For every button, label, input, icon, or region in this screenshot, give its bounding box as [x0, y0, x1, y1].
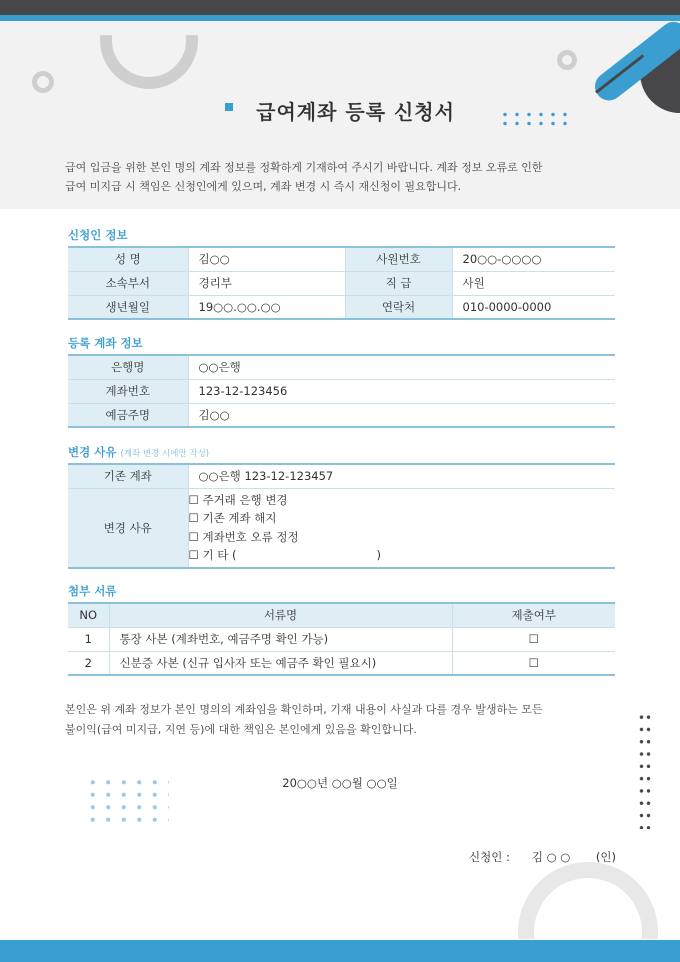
- header-document: 서류명: [109, 603, 452, 627]
- section-note: (계좌 변경 시에만 작성): [120, 449, 210, 459]
- row-document: 통장 사본 (계좌번호, 예금주명 확인 가능): [109, 627, 452, 651]
- table-row: [68, 295, 615, 319]
- reason-other-open: ☐ 기 타 (: [188, 548, 237, 562]
- label-employee-id: 사원번호: [345, 247, 452, 271]
- intro-text: [65, 158, 617, 196]
- label-department: 소속부서: [68, 271, 188, 295]
- section-title-attachments: 첨부 서류: [68, 584, 117, 598]
- value-bank[interactable]: ○○은행: [188, 355, 615, 379]
- table-row: [68, 464, 615, 488]
- confirmation-text: [65, 700, 617, 740]
- table-row: [68, 271, 615, 295]
- label-position: 직 급: [345, 271, 452, 295]
- top-dark-bar: [0, 0, 680, 15]
- table-row: [68, 355, 615, 379]
- signature-name[interactable]: 김 ○ ○: [531, 850, 571, 864]
- value-name[interactable]: 김○○: [188, 247, 345, 271]
- value-contact[interactable]: 010-0000-0000: [452, 295, 615, 319]
- reason-checkbox-account-closed[interactable]: ☐ 기존 계좌 해지: [188, 511, 277, 525]
- page-title: 급여계좌 등록 신청서: [256, 100, 455, 124]
- table-row: [68, 651, 615, 675]
- decorative-ring-icon: [32, 71, 54, 93]
- decorative-ring-icon: [557, 50, 577, 70]
- account-table: [68, 354, 615, 428]
- value-position[interactable]: 사원: [452, 271, 615, 295]
- applicant-table: [68, 246, 615, 320]
- value-account-holder[interactable]: 김○○: [188, 403, 615, 427]
- section-title-applicant: 신청인 정보: [68, 228, 128, 242]
- header-no: NO: [68, 603, 109, 627]
- table-row: [68, 247, 615, 271]
- header-submitted: 제출여부: [452, 603, 615, 627]
- section-title-change: [68, 444, 209, 460]
- bottom-accent-bar: [0, 940, 680, 962]
- value-employee-id[interactable]: 20○○-○○○○: [452, 247, 615, 271]
- decorative-dots-icon: [85, 776, 169, 822]
- table-row: [68, 379, 615, 403]
- table-row: [68, 627, 615, 651]
- row-submitted-checkbox[interactable]: ☐: [452, 651, 615, 675]
- label-birthdate: 생년월일: [68, 295, 188, 319]
- change-table: [68, 463, 615, 569]
- row-no: 1: [68, 627, 109, 651]
- label-name: 성 명: [68, 247, 188, 271]
- value-account-number[interactable]: 123-12-123456: [188, 379, 615, 403]
- label-account-holder: 예금주명: [68, 403, 188, 427]
- decorative-dots-icon: [638, 711, 652, 829]
- label-existing-account: 기존 계좌: [68, 464, 188, 488]
- value-birthdate[interactable]: 19○○.○○.○○: [188, 295, 345, 319]
- label-bank: 은행명: [68, 355, 188, 379]
- value-department[interactable]: 경리부: [188, 271, 345, 295]
- row-document: 신분증 사본 (신규 입사자 또는 예금주 확인 필요시): [109, 651, 452, 675]
- signature-seal: (인): [595, 850, 616, 864]
- reason-checkbox-number-correction[interactable]: ☐ 계좌번호 오류 정정: [188, 529, 299, 544]
- row-submitted-checkbox[interactable]: ☐: [452, 627, 615, 651]
- row-no: 2: [68, 651, 109, 675]
- intro-line: 급여 미지급 시 책임은 신청인에게 있으며, 계좌 변경 시 즉시 재신청이 필요합니다.: [65, 180, 462, 193]
- table-header-row: [68, 603, 615, 627]
- label-contact: 연락처: [345, 295, 452, 319]
- table-row: [68, 403, 615, 427]
- title-block: [0, 96, 680, 125]
- label-change-reason: 변경 사유: [68, 488, 188, 568]
- attachments-table: [68, 602, 615, 676]
- decorative-arc-icon: [100, 21, 198, 89]
- title-bullet-icon: [225, 103, 233, 111]
- reason-checkbox-bank-change[interactable]: ☐ 주거래 은행 변경: [188, 492, 288, 507]
- date-line[interactable]: 20○○년 ○○월 ○○일: [282, 776, 398, 790]
- intro-line: 급여 입금을 위한 본인 명의 계좌 정보를 정확하게 기재하여 주시기 바랍니다. 계좌 정보 오류로 인한: [65, 161, 543, 174]
- change-reason-options: [188, 488, 615, 568]
- section-title-change-label: 변경 사유: [68, 445, 117, 459]
- reason-checkbox-other[interactable]: [189, 546, 616, 565]
- label-account-number: 계좌번호: [68, 379, 188, 403]
- confirmation-line: 불이익(급여 미지급, 지연 등)에 대한 책임은 본인에게 있음을 확인합니다.: [65, 723, 417, 736]
- value-existing-account[interactable]: ○○은행 123-12-123457: [188, 464, 615, 488]
- table-row: [68, 488, 615, 568]
- confirmation-line: 본인은 위 계좌 정보가 본인 명의의 계좌임을 확인하며, 기재 내용이 사실과 다를 경우 발생하는 모든: [65, 703, 543, 716]
- signature-label: 신청인 :: [469, 850, 510, 864]
- section-title-account: 등록 계좌 정보: [68, 336, 143, 350]
- reason-other-close: ): [376, 548, 381, 562]
